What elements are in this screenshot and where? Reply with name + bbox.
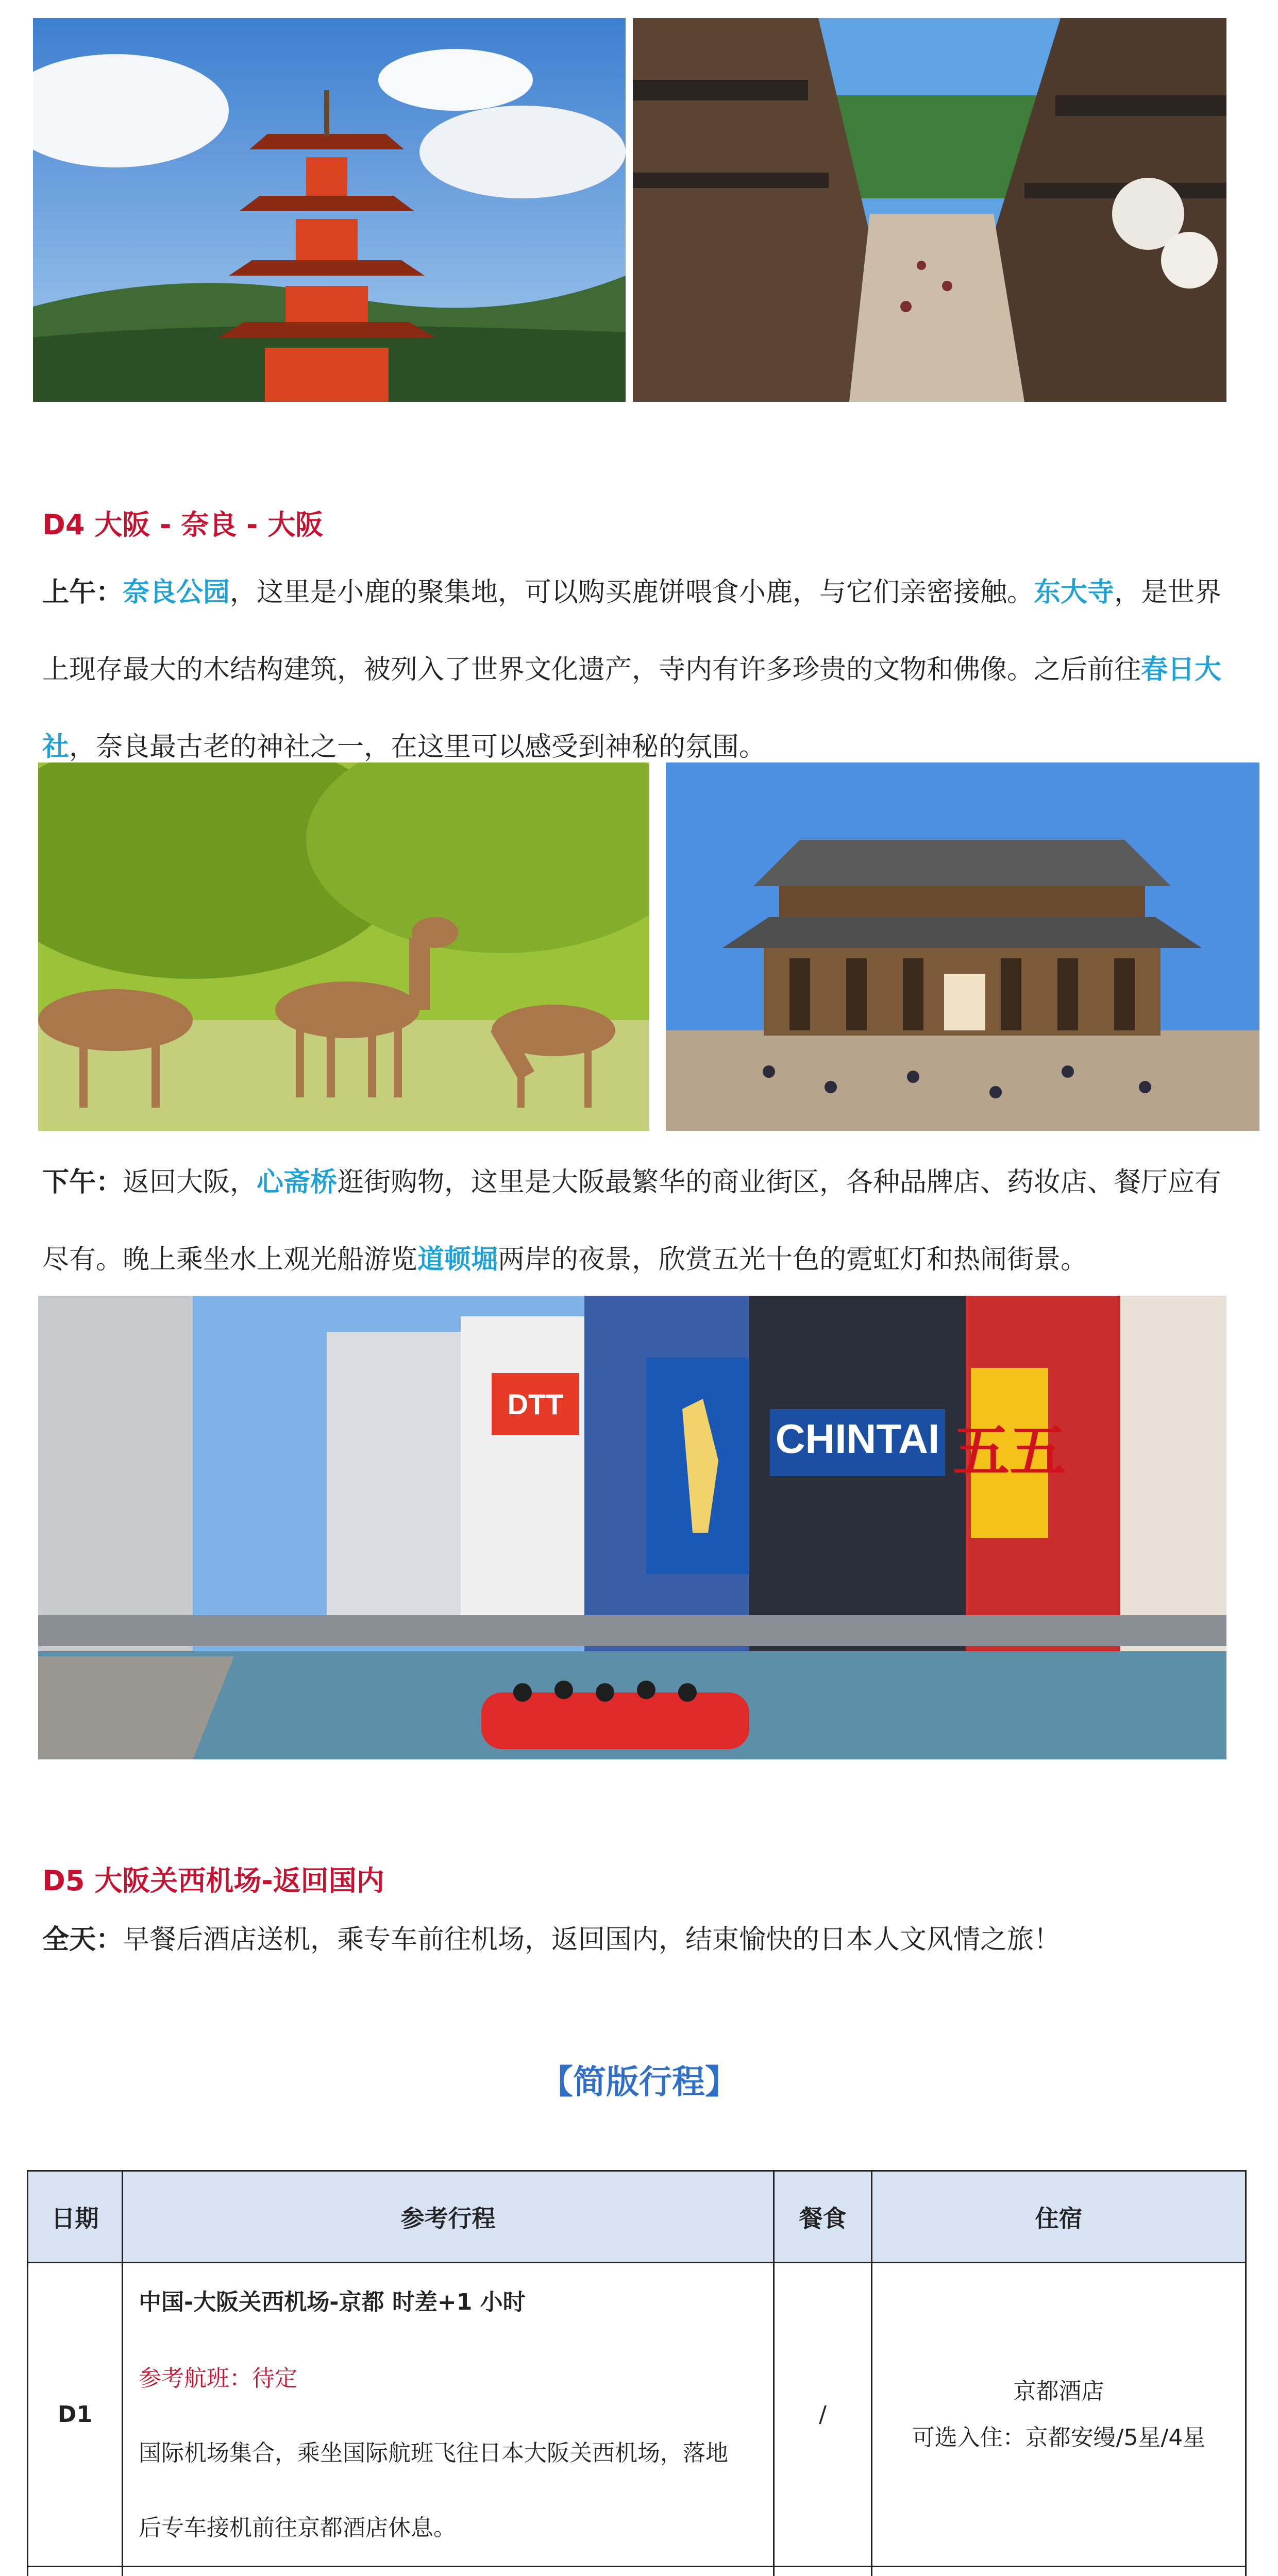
afternoon-text-3: 两岸的夜景，欣赏五光十色的霓虹灯和热闹街景。: [498, 1244, 1088, 1275]
allday-text: 早餐后酒店送机，乘专车前往机场，返回国内，结束愉快的日本人文风情之旅！: [123, 1924, 1061, 1955]
row-stay-hotel: 京都酒店: [1013, 2378, 1104, 2404]
afternoon-text-1: 返回大阪，: [123, 1167, 257, 1198]
chintai-sign-text: CHINTAI: [775, 1416, 940, 1462]
table-row: [28, 2263, 1246, 2567]
morning-text-3: ，奈良最古老的神社之一，在这里可以感受到神秘的氛围。: [69, 732, 766, 762]
table-header-row: [28, 2171, 1246, 2263]
morning-label: 上午：: [42, 577, 123, 608]
row-desc-2: 后专车接机前往京都酒店休息。: [139, 2515, 456, 2541]
header-ref: 参考行程: [123, 2171, 774, 2263]
afternoon-label: 下午：: [42, 1167, 123, 1198]
old-street-photo: [633, 18, 1226, 402]
row-stay-options: 可选入住：京都安缦/5星/4星: [912, 2424, 1206, 2451]
d4-afternoon-text: [42, 1144, 1243, 1298]
header-stay: 住宿: [872, 2171, 1246, 2263]
d4-title: D4 大阪 - 奈良 - 大阪: [42, 509, 324, 541]
d4-morning-text: [42, 554, 1243, 786]
allday-label: 全天：: [42, 1924, 123, 1955]
row-desc-1: 国际机场集合，乘坐国际航班飞往日本大阪关西机场，落地: [139, 2440, 728, 2466]
morning-text-1: ，这里是小鹿的聚集地，可以购买鹿饼喂食小鹿，与它们亲密接触。: [230, 577, 1034, 608]
d5-allday-text: [42, 1901, 1243, 1978]
pagoda-photo: [33, 18, 626, 402]
kasuga-taisha-highlight: 春日大社: [42, 654, 1222, 762]
header-day: 日期: [28, 2171, 123, 2263]
todaiji-photo: [666, 762, 1259, 1131]
afternoon-text-2: 逛街购物，这里是大阪最繁华的商业街区，各种品牌店、药妆店、餐厅应有尽有。晚上乘坐水上观光船游览: [42, 1167, 1222, 1275]
itinerary-table: [27, 2170, 1247, 2576]
dotonbori-photo: [38, 1296, 1226, 1759]
table-row: [28, 2567, 1246, 2576]
todaiji-highlight: 东大寺: [1034, 577, 1115, 608]
row-day: [28, 2567, 123, 2576]
dotonbori-highlight: 道顿堀: [417, 1244, 498, 1275]
row-ref: [123, 2567, 774, 2576]
row-meal: [774, 2567, 872, 2576]
header-meal: 餐食: [774, 2171, 872, 2263]
row-stay: [872, 2263, 1246, 2567]
shinsaibashi-highlight: 心斋桥: [257, 1167, 338, 1198]
morning-text-2: ，是世界上现存最大的木结构建筑，被列入了世界文化遗产，寺内有许多珍贵的文物和佛像。之后前往: [42, 577, 1222, 685]
summary-heading: 【简版行程】: [540, 2063, 738, 2102]
row-ref-title: 中国-大阪关西机场-京都 时差+1 小时: [139, 2289, 526, 2315]
nara-park-highlight: 奈良公园: [123, 577, 230, 608]
row-flight: 参考航班：待定: [139, 2365, 297, 2392]
row-meal: /: [774, 2263, 872, 2567]
row-day: D1: [28, 2263, 123, 2567]
row-ref: [123, 2263, 774, 2567]
row-stay: [872, 2567, 1246, 2576]
d5-title: D5 大阪关西机场-返回国内: [42, 1865, 384, 1897]
nara-deer-photo: [38, 762, 649, 1131]
dmark-sign-text: DTT: [507, 1388, 564, 1420]
gogo-sign-text: 五五: [953, 1418, 1066, 1484]
